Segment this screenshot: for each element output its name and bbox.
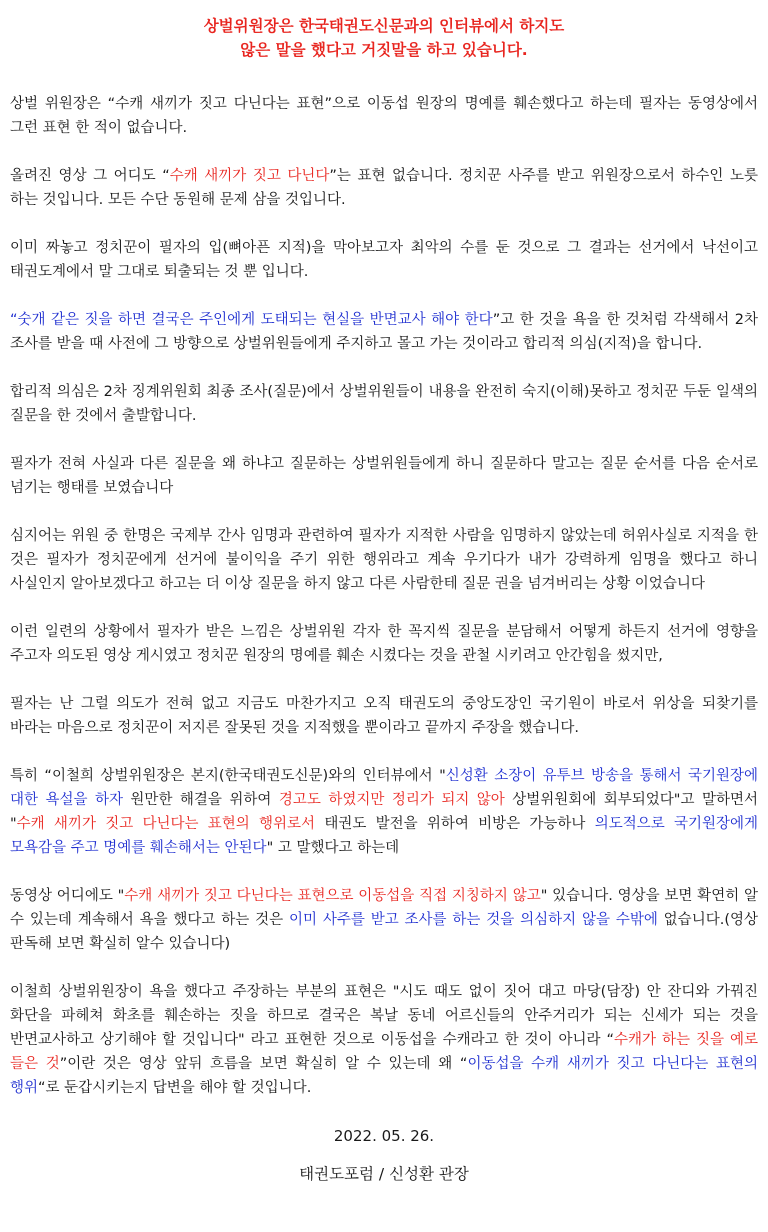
paragraph-11 xyxy=(10,884,758,956)
paragraph-1: 상벌 위원장은 “수캐 새끼가 짓고 다닌다는 표현”으로 이동섭 원장의 명예를 훼손했다고 하는데 필자는 동영상에서 그런 표현 한 적이 없습니다. xyxy=(10,96,758,136)
paragraph-10-highlight-1: 신성환 소장이 유투브 방송을 통해서 국기원장에 대한 욕설을 하자 xyxy=(10,768,759,808)
paragraph-4-highlight: “숫개 같은 짓을 하면 결국은 주인에게 도태되는 현실을 반면교사 해야 한다 xyxy=(10,312,493,328)
paragraph-4 xyxy=(10,308,758,356)
paragraph-8: 이런 일련의 상황에서 필자가 받은 느낌은 상벌위원 각자 한 꼭지씩 질문을 분담해서 어떻게 하든지 선거에 영향을 주고자 의도된 영상 게시였고 정치꾼 원장의 명예를 훼손 시켰다는 것을 관철 시키려고 안간힘을 썼지만, xyxy=(10,624,758,664)
paragraph-6: 필자가 전혀 사실과 다른 질문을 왜 하냐고 질문하는 상벌위원들에게 하니 질문하다 말고는 질문 순서를 다음 순서로 넘기는 행태를 보였습니다 xyxy=(10,456,758,496)
paragraph-10-highlight-2: 경고도 하였지만 정리가 되지 않아 xyxy=(278,792,505,808)
author-signature: 태권도포럼 / 신성환 관장 xyxy=(299,1165,469,1183)
article xyxy=(10,0,758,1186)
paragraph-12 xyxy=(10,980,758,1100)
paragraph-12-text-c: ”이란 것은 영상 앞뒤 흐름을 보면 확실히 알 수 있는데 왜 “ xyxy=(59,1056,468,1072)
paragraph-5: 합리적 의심은 2차 징계위원회 최종 조사(질문)에서 상벌위원들이 내용을 완전히 숙지(이해)못하고 정치꾼 두둔 일색의 질문을 한 것에서 출발합니다. xyxy=(10,384,758,424)
paragraph-10-highlight-3: 수캐 새끼가 짓고 다닌다는 표현의 행위로서 xyxy=(16,816,316,832)
title-line-2: 않은 말을 했다고 거짓말을 하고 있습니다. xyxy=(240,41,528,59)
paragraph-10-text-a: 특히 “이철희 상벌위원장은 본지(한국태권도신문)와의 인터뷰에서 " xyxy=(10,768,446,784)
paragraph-10-highlight-4: 의도적으로 국기원장에게 모욕감을 주고 명예를 훼손해서는 안된다 xyxy=(10,816,759,856)
article-date: 2022. 05. 26. xyxy=(333,1127,435,1145)
paragraph-4-text-b: ”고 한 것을 욕을 한 것처럼 각색해서 2차 조사를 받을 때 사전에 그 방향으로 상벌위원들에게 주지하고 몰고 가는 것이라고 합리적 의심(지적)을 합니다. xyxy=(10,312,759,352)
paragraph-2-text-a: 올려진 영상 그 어디도 “ xyxy=(10,168,170,184)
paragraph-10-text-c: 원만한 해결을 위하여 xyxy=(122,792,279,808)
paragraph-2-highlight: 수캐 새끼가 짓고 다닌다 xyxy=(169,168,330,184)
paragraph-2 xyxy=(10,164,758,212)
paragraph-10-text-g: 태권도 발전을 위하여 비방은 가능하나 xyxy=(315,816,595,832)
paragraph-12-highlight-1: 수캐가 하는 짓을 예로 들은 것 xyxy=(10,1032,759,1072)
paragraph-7: 심지어는 위원 중 한명은 국제부 간사 임명과 관련하여 필자가 지적한 사람을 임명하지 않았는데 허위사실로 지적을 한 것은 필자가 정치꾼에게 선거에 불이익을 주기 위한 행위라고 계속 우기다가 내가 강력하게 임명을 했다고 하니 사실인지 알아보겠다고 하고는 더 이상 질문을 하지 않고 다른 사람한테 질문 권을 넘겨버리는 상황 이었습니다 xyxy=(10,528,759,592)
paragraph-2-text-c: ”는 표현 없습니다. 정치꾼 사주를 받고 위원장으로서 하수인 노릇 하는 것입니다. 모든 수단 동원해 문제 삼을 것입니다. xyxy=(10,168,758,208)
paragraph-3: 이미 짜놓고 정치꾼이 필자의 입(뼈아픈 지적)을 막아보고자 최악의 수를 둔 것으로 그 결과는 선거에서 낙선이고 태권도계에서 말 그대로 퇴출되는 것 뿐 입니다. xyxy=(10,240,758,280)
paragraph-11-text-a: 동영상 어디에도 " xyxy=(10,888,125,904)
paragraph-12-text-a: 이철희 상벌위원장이 욕을 했다고 주장하는 부분의 표현은 "시도 때도 없이 짓어 대고 마당(담장) 안 잔디와 가꿔진 화단을 파헤쳐 화초를 훼손하는 짓을 하므로 결국은 복날 동네 어르신들의 안주거리가 되는 신세가 되는 것을 반면교사하고 상기해야 할 것입니다" 라고 표현한 것으로 이동섭을 수캐라고 한 것이 아니라 “ xyxy=(10,984,758,1048)
paragraph-12-text-e: “로 둔갑시키는지 답변을 해야 할 것입니다. xyxy=(38,1080,312,1096)
paragraph-11-highlight-2: 이미 사주를 받고 조사를 하는 것을 의심하지 않을 수밖에 xyxy=(288,912,658,928)
paragraph-10-text-i: " 고 말했다고 하는데 xyxy=(266,840,400,856)
paragraph-11-text-c: " 있습니다. 영상을 보면 확연히 알 수 있는데 계속해서 욕을 했다고 하는 것은 xyxy=(10,888,758,928)
paragraph-10 xyxy=(10,764,758,860)
paragraph-9: 필자는 난 그럴 의도가 전혀 없고 지금도 마찬가지고 오직 태권도의 중앙도장인 국기원이 바로서 위상을 되찾기를 바라는 마음으로 정치꾼이 저지른 잘못된 것을 지적했을 뿐이라고 끝까지 주장을 했습니다. xyxy=(10,696,758,736)
paragraph-12-highlight-2: 이동섭을 수캐 새끼가 짓고 다닌다는 표현의 행위 xyxy=(10,1056,758,1096)
paragraph-10-text-e: 상벌위원회에 회부되었다"고 말하면서 " xyxy=(10,792,758,832)
paragraph-11-text-e: 없습니다.(영상 판독해 보면 확실히 알수 있습니다) xyxy=(10,912,758,952)
article-title xyxy=(10,14,758,62)
title-line-1: 상벌위원장은 한국태권도신문과의 인터뷰에서 하지도 xyxy=(203,17,565,35)
paragraph-11-highlight-1: 수캐 새끼가 짓고 다닌다는 표현으로 이동섭을 직접 지칭하지 않고 xyxy=(124,888,541,904)
